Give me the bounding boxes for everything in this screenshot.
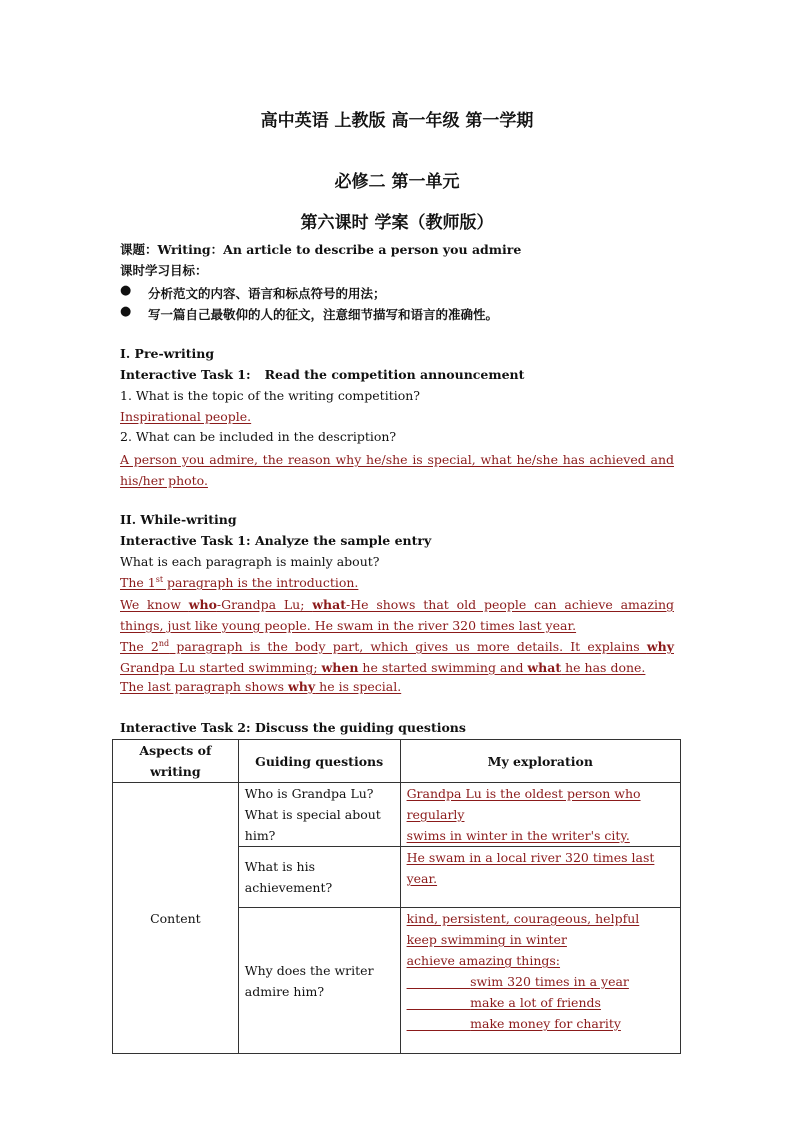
task-title: Read the competition announcement: [264, 367, 525, 382]
question-line: Who is Grandpa Lu?: [244, 786, 374, 801]
answer-keyword: when: [321, 660, 359, 675]
task-heading: [120, 366, 674, 384]
task-heading: Interactive Task 2: Discuss the guiding questions: [120, 720, 466, 735]
bullet-icon: ●: [120, 283, 132, 298]
answer-text: he is special.: [315, 679, 402, 694]
goal-item: 写一篇自己最敬仰的人的征文，注意细节描写和语言的准确性。: [148, 307, 499, 322]
table-header-row: [113, 740, 681, 783]
answer-line: swim 320 times in a year: [470, 974, 629, 989]
answer-text: The 1: [120, 575, 156, 590]
answer-keyword: what: [527, 660, 562, 675]
answer-line: achieve amazing things:: [406, 953, 561, 968]
goal-item: 分析范文的内容、语言和标点符号的用法；: [148, 286, 386, 301]
answer-keyword: why: [288, 679, 316, 694]
lesson-topic: 课题：Writing：An article to describe a person you admire: [120, 242, 522, 257]
exploration-cell: [400, 783, 680, 847]
answer: [120, 594, 674, 636]
answer-text: We know: [120, 597, 189, 612]
answer-line: make a lot of friends: [470, 995, 601, 1010]
question: 1. What is the topic of the writing competition?: [120, 388, 420, 403]
exploration-cell: [400, 847, 680, 908]
section-heading-pre-writing: I. Pre-writing: [120, 346, 215, 361]
exploration-cell: [400, 908, 680, 1054]
table-header: Guiding questions: [238, 740, 400, 783]
answer: Inspirational people.: [120, 409, 252, 424]
question-line: him?: [244, 828, 276, 843]
bullet-icon: ●: [120, 304, 132, 319]
answer-text: he has done.: [561, 660, 646, 675]
answer-line: Grandpa Lu is the oldest person who regularly: [406, 786, 641, 822]
question: 2. What can be included in the description?: [120, 429, 397, 444]
answer: [120, 678, 674, 696]
lesson-title: 第六课时 学案（教师版）: [300, 213, 494, 233]
answer-keyword: who: [188, 597, 217, 612]
answer-line: He swam in a local river 320 times last year.: [406, 850, 655, 886]
aspect-cell: Content: [113, 783, 239, 1054]
question-cell: [238, 783, 400, 847]
answer-sup: nd: [158, 638, 170, 648]
answer-line: swims in winter in the writer's city.: [406, 828, 630, 843]
question-line: What is special about: [244, 807, 381, 822]
answer-line: keep swimming in winter: [406, 932, 567, 947]
answer-text: paragraph is the body part, which gives us more details. It explains: [169, 639, 647, 654]
answer-text: -Grandpa Lu;: [216, 597, 313, 612]
guiding-questions-table: [112, 739, 681, 1054]
answer-line: kind, persistent, courageous, helpful: [406, 911, 640, 926]
answer-text: The last paragraph shows: [120, 679, 289, 694]
question-cell: [238, 847, 400, 908]
goals-label: 课时学习目标：: [120, 263, 208, 278]
answer-sup: st: [155, 574, 164, 584]
table-header: Aspects of writing: [113, 740, 239, 783]
answer: [120, 636, 674, 678]
answer-text: -He shows that old people can achieve amazing things, just like young people. He swam in the river 320 times last year.: [120, 597, 674, 633]
answer-line: [120, 408, 674, 426]
answer-line: make money for charity: [470, 1016, 621, 1031]
task-label: Interactive Task 1:: [120, 367, 251, 382]
answer-text: Grandpa Lu started swimming;: [120, 660, 322, 675]
question-line: admire him?: [244, 983, 325, 999]
question: What is each paragraph is mainly about?: [120, 554, 380, 569]
answer-keyword: why: [646, 639, 674, 654]
table-row: [113, 783, 681, 847]
answer: [120, 574, 674, 592]
unit-title: 必修二 第一单元: [334, 172, 460, 192]
answer-text: he started swimming and: [358, 660, 528, 675]
task-heading: Interactive Task 1: Analyze the sample entry: [120, 533, 432, 548]
answer-text: The 2: [120, 639, 159, 654]
page-title: 高中英语 上教版 高一年级 第一学期: [260, 111, 534, 131]
table-header: My exploration: [400, 740, 680, 783]
answer-keyword: what: [312, 597, 346, 612]
question-line: What is his achievement?: [244, 859, 333, 895]
answer: A person you admire, the reason why he/she is special, what he/she has achieved and his/her photo.: [120, 452, 674, 488]
answer-text: paragraph is the introduction.: [163, 575, 359, 590]
question-cell: [238, 908, 400, 1054]
section-heading-while-writing: II. While-writing: [120, 512, 237, 527]
question-line: Why does the writer: [244, 962, 374, 978]
